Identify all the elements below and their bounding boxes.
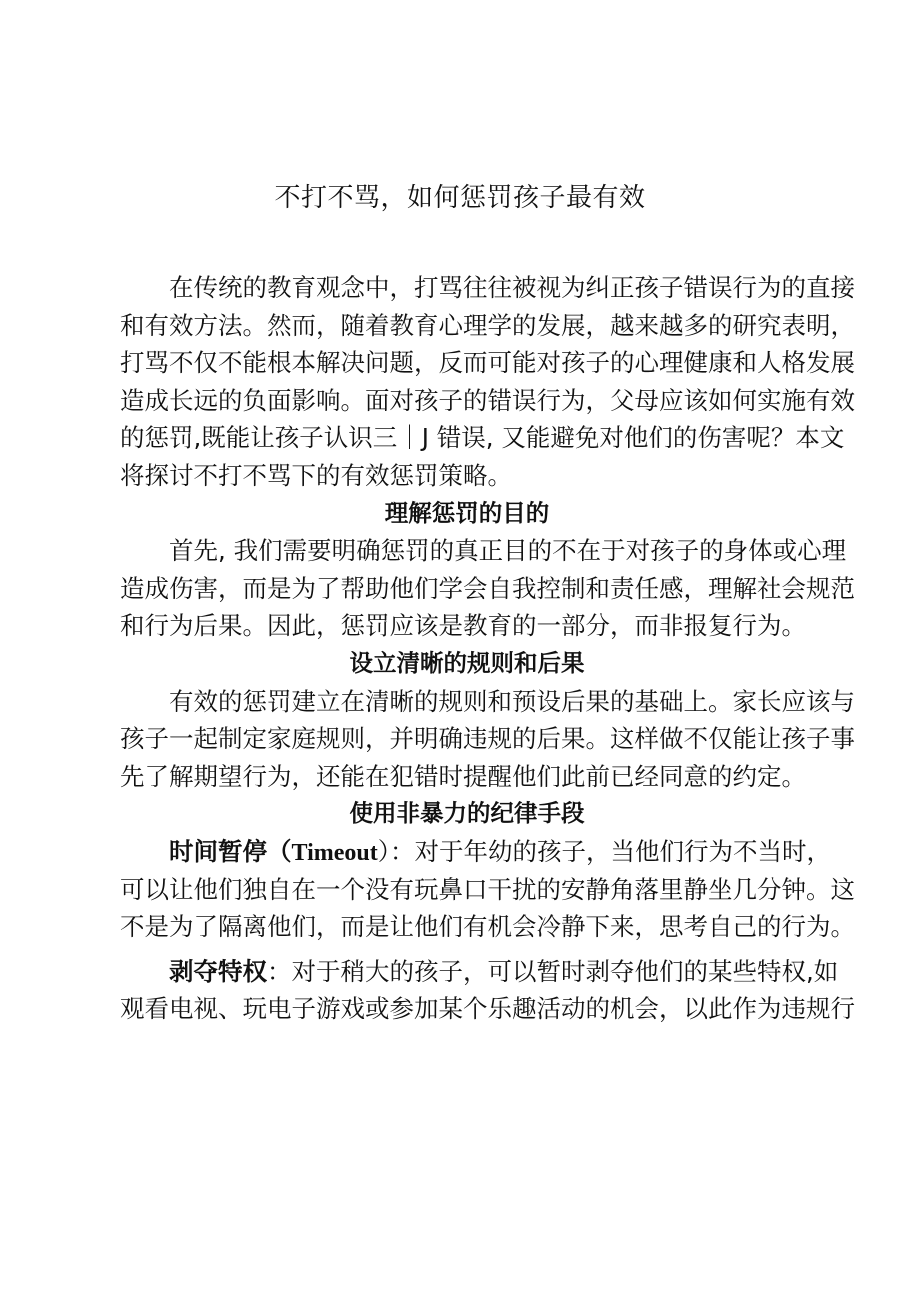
section2-line-2: 孩子一起制定家庭规则，并明确违规的后果。这样做不仅能让孩子事 (120, 724, 855, 754)
section2-line-3: 先了解期望行为，还能在犯错时提醒他们此前已经同意的约定。 (120, 761, 806, 791)
timeout-label-en: Timeout (291, 839, 378, 866)
timeout-label: 时间暂停（ (169, 836, 292, 866)
privilege-line-2: 观看电视、玩电子游戏或参加某个乐趣活动的机会，以此作为违规行 (120, 994, 855, 1024)
timeout-text: ：对于年幼的孩子，当他们行为不当时， (389, 836, 831, 866)
intro-line-4: 造成长远的负面影响。面对孩子的错误行为，父母应该如何实施有效 (120, 385, 855, 415)
timeout-line-1 (120, 833, 831, 871)
section1-line-3: 和行为后果。因此，惩罚应该是教育的一部分，而非报复行为。 (120, 611, 806, 641)
privilege-text: ：对于稍大的孩子，可以暂时剥夺他们的某些特权,如 (267, 956, 839, 986)
privilege-label: 剥夺特权 (169, 956, 267, 986)
timeout-line-3: 不是为了隔离他们，而是让他们有机会冷静下来，思考自己的行为。 (120, 912, 855, 942)
section-heading-nonviolent: 使用非暴力的纪律手段 (349, 799, 585, 828)
document-body (120, 269, 855, 1028)
section1-line-2: 造成伤害，而是为了帮助他们学会自我控制和责任感，理解社会规范 (120, 573, 855, 603)
section2-line-1: 有效的惩罚建立在清晰的规则和预设后果的基础上。家长应该与 (169, 686, 855, 716)
section-heading-rules: 设立清晰的规则和后果 (349, 648, 585, 677)
intro-line-2: 和有效方法。然而，随着教育心理学的发展，越来越多的研究表明， (120, 310, 855, 340)
section1-line-1: 首先, 我们需要明确惩罚的真正目的不在于对孩子的身体或心理 (169, 536, 847, 566)
privilege-line-1 (120, 953, 839, 991)
intro-line-1: 在传统的教育观念中，打骂往往被视为纠正孩子错误行为的直接 (169, 273, 855, 302)
intro-line-6: 将探讨不打不骂下的有效惩罚策略。 (120, 460, 512, 490)
intro-line-3: 打骂不仅不能根本解决问题，反而可能对孩子的心理健康和人格发展 (120, 348, 855, 378)
document-title: 不打不骂，如何惩罚孩子最有效 (274, 183, 646, 213)
timeout-label-close: ） (377, 836, 390, 866)
section-heading-purpose: 理解惩罚的目的 (384, 498, 550, 527)
timeout-line-2: 可以让他们独自在一个没有玩鼻口干扰的安静角落里静坐几分钟。这 (120, 874, 855, 904)
intro-line-5: 的惩罚,既能让孩子认识三｜J 错误, 又能避免对他们的伤害呢？本文 (120, 423, 845, 453)
